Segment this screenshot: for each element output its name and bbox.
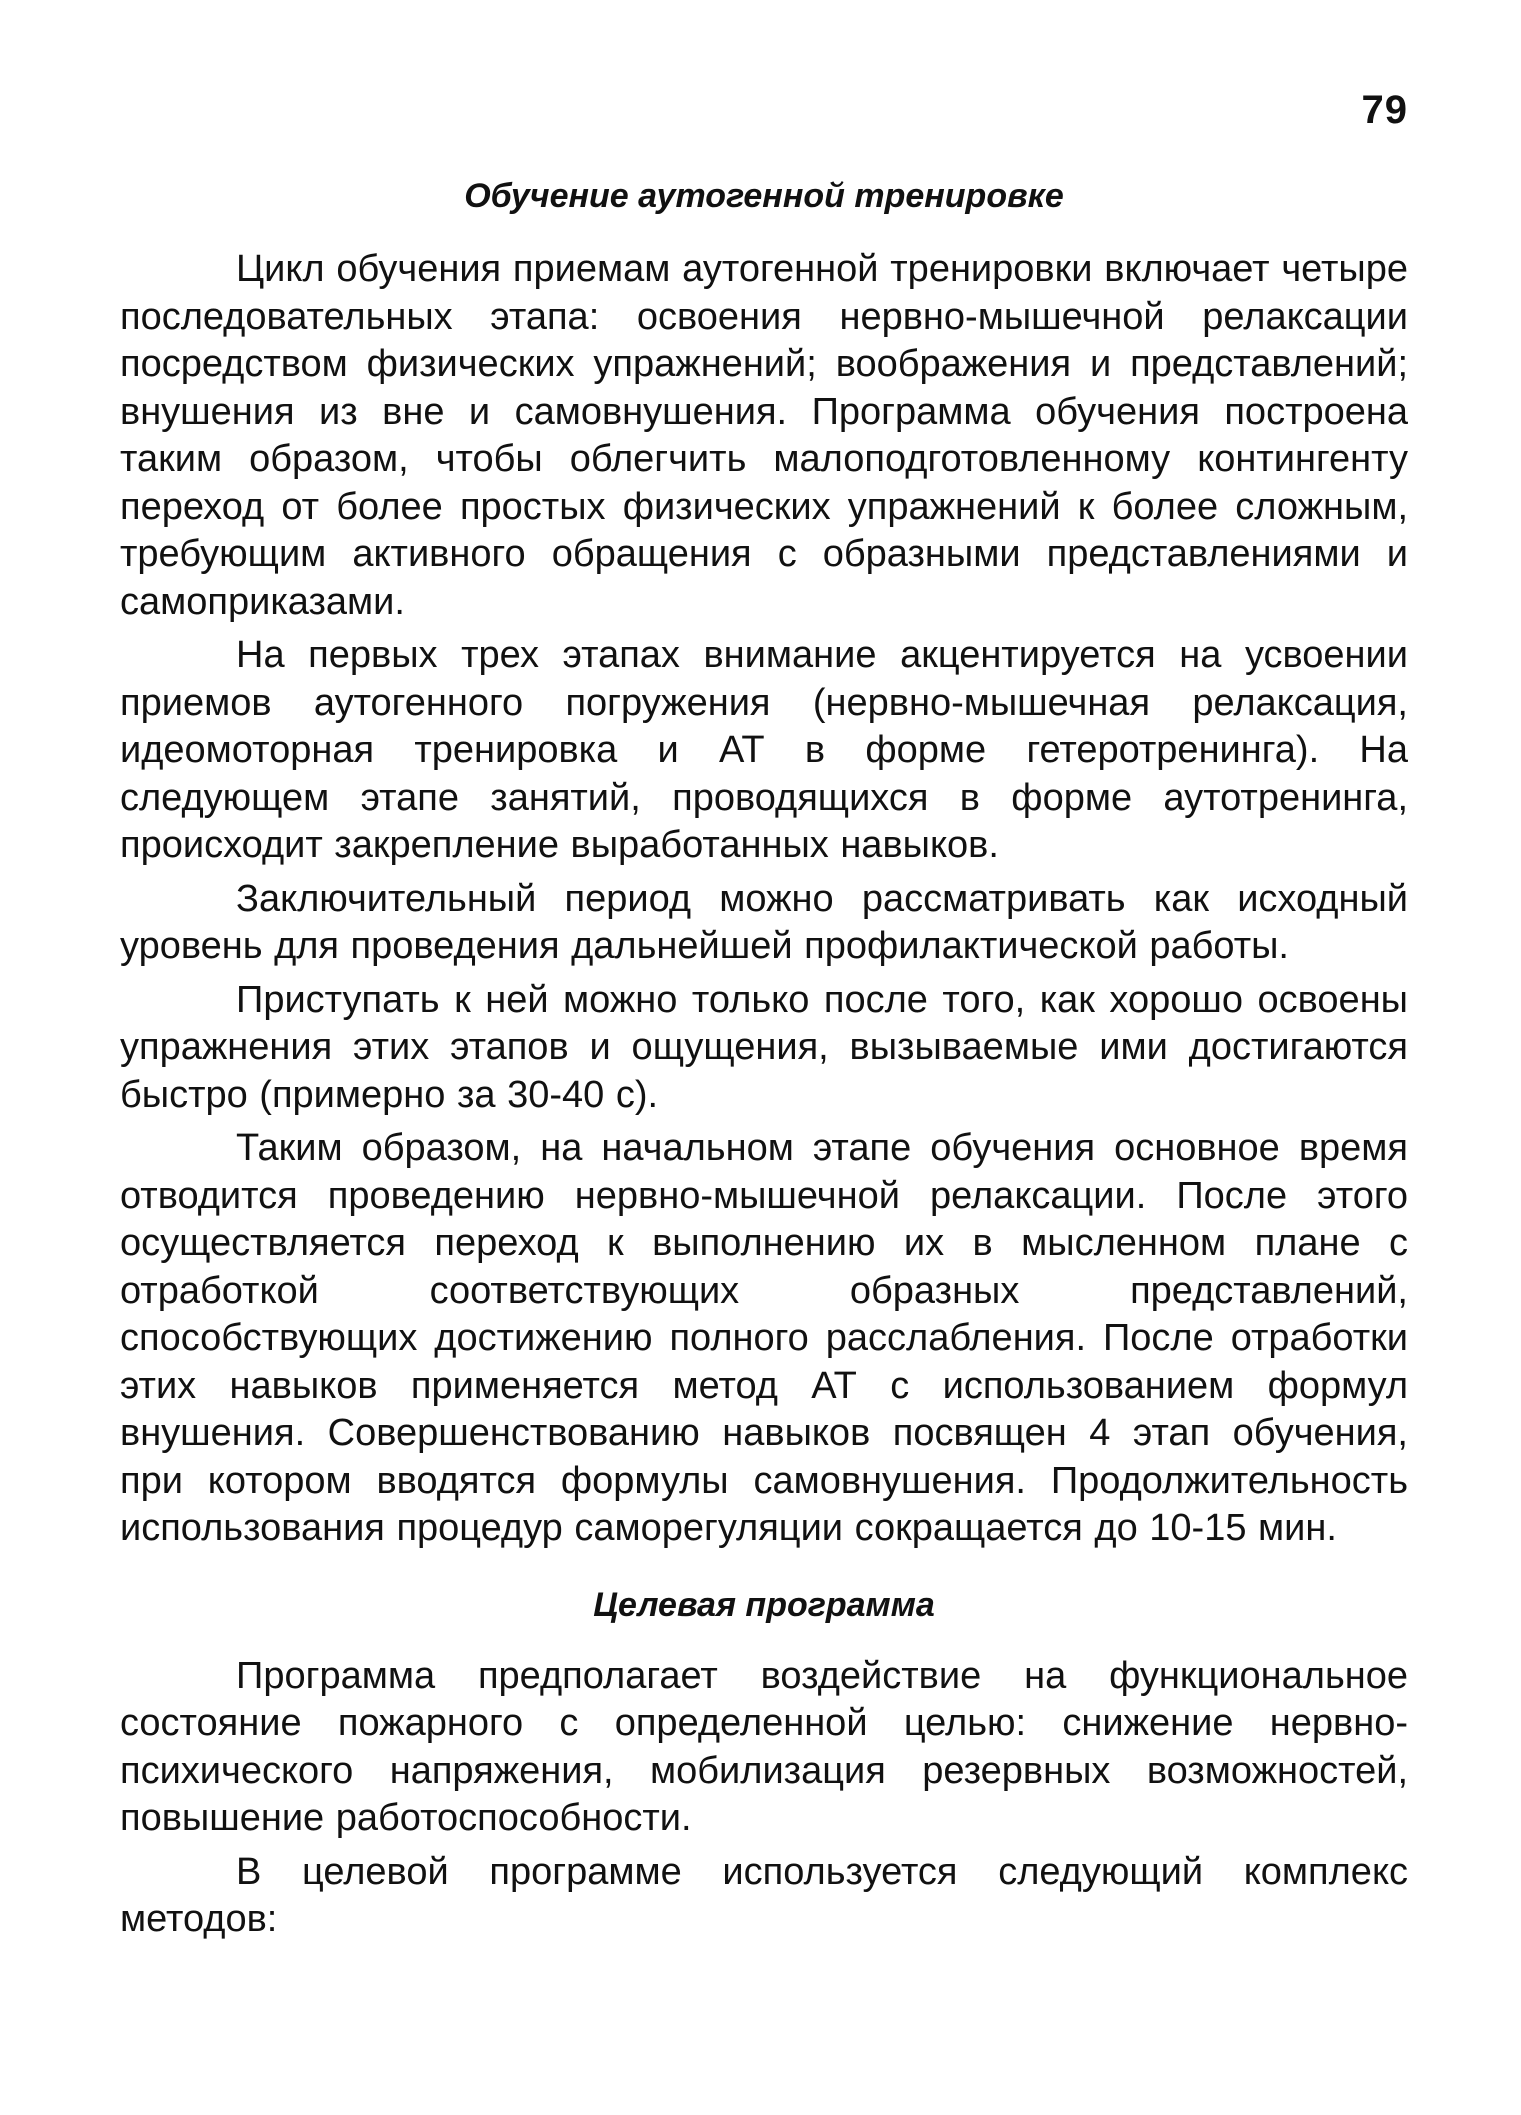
paragraph: На первых трех этапах внимание акцентируется на усвоении приемов аутогенного погружения (нервно-мышечная релаксация, идеомоторная тренировка и АТ в форме гетеротренинга). На следующем этапе занятий, проводящихся в форме аутотренинга, происходит закрепление выработанных навыков.	[120, 634, 1408, 866]
paragraph: В целевой программе используется следующий комплекс методов:	[120, 1850, 1408, 1940]
page-number: 79	[1361, 88, 1408, 132]
paragraph: Цикл обучения приемам аутогенной тренировки включает четыре последовательных этапа: освоения нервно-мышечной релаксации посредством физических упражнений; воображения и представлений; внушения из вне и самовнушения. Программа обучения построена таким образом, чтобы облегчить малоподготовленному контингенту переход от более простых физических упражнений к более сложным, требующим активного обращения с образными представлениями и самоприказами.	[120, 248, 1408, 623]
paragraph: Заключительный период можно рассматривать как исходный уровень для проведения дальнейшей профилактической работы.	[120, 877, 1408, 967]
section-heading-autogenic-training: Обучение аутогенной тренировке	[464, 177, 1064, 215]
paragraph: Программа предполагает воздействие на функциональное состояние пожарного с определенной целью: снижение нервнопсихического напряжения, мобилизация резервных возможностей, повышение работоспособности.	[120, 1654, 1408, 1839]
section-heading-target-program: Целевая программа	[593, 1585, 935, 1624]
paragraph: Таким образом, на начальном этапе обучения основное время отводится проведению нервно-мышечной релаксации. После этого осуществляется переход к выполнению их в мысленном плане с отработкой соответствующих образных представлений, способствующих достижению полного расслабления. После отработки этих навыков применяется метод АТ с использованием формул внушения. Совершенствованию навыков посвящен 4 этап обучения, при котором вводятся формулы самовнушения. Продолжительность использования процедур саморегуляции сокращается до 10-15 мин.	[120, 1127, 1408, 1549]
page-content	[120, 172, 1408, 1950]
paragraph: Приступать к ней можно только после того, как хорошо освоены упражнения этих этапов и ощущения, вызываемые ими достигаются быстро (примерно за 30-40 с).	[120, 978, 1408, 1116]
